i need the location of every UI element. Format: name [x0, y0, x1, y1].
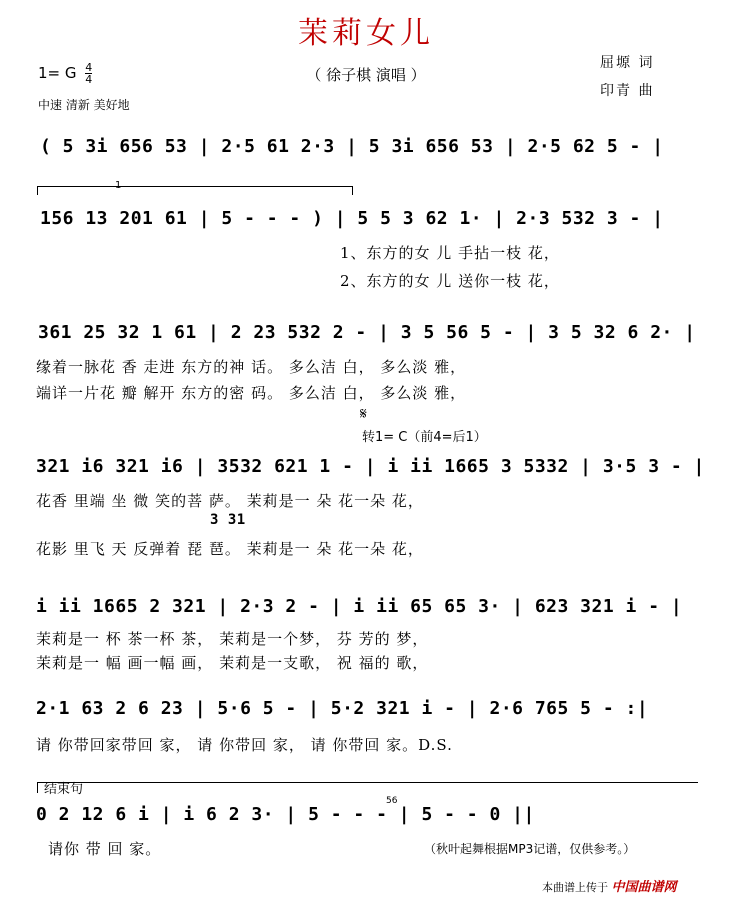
site-logo: 中国曲谱网	[611, 880, 677, 895]
alternate-notes: 3 31	[210, 512, 246, 528]
score-system-6: 2·1 63 2 6 23 | 5·6 5 - | 5·2 321 i - | 2·6 765 5 - :|	[36, 698, 649, 719]
score-system-1: ( 5 3i 656 53 | 2·5 61 2·3 | 5 3i 656 53 | 2·5 62 5 - |	[40, 136, 664, 157]
upload-text: 本曲谱上传于	[542, 881, 608, 894]
volta-number: 1	[115, 180, 122, 191]
segno-sign: 𝄋	[360, 404, 367, 423]
score-system-4: 321 i6 321 i6 | 3532 621 1 - | i ii 1665 3 5332 | 3·5 3 - |	[36, 456, 705, 477]
lyrics-line: 花香 里端 坐 微 笑的菩 萨。 茉莉是一 朵 花一朵 花，	[36, 492, 424, 510]
lyrics-line: 请你 带 回 家。	[48, 840, 162, 858]
song-title: 茉莉女儿	[298, 16, 434, 51]
composer-credit: 印青 曲	[600, 83, 655, 99]
footer-credit	[542, 876, 677, 895]
score-system-2: 156 13 201 61 | 5 - - - ) | 5 5 3 62 1· | 2·3 532 3 - |	[40, 208, 664, 229]
lyricist-credit: 屈塬 词	[600, 55, 655, 71]
lyrics-line: 2、东方的女 儿 送你一枝 花，	[340, 272, 560, 290]
score-system-5: i ii 1665 2 321 | 2·3 2 - | i ii 65 65 3· | 623 321 i - |	[36, 596, 683, 617]
lyrics-line: 茉莉是一 杯 茶一杯 茶， 茉莉是一个梦， 芬 芳的 梦，	[36, 630, 429, 648]
lyrics-line: 请 你带回家带回 家， 请 你带回 家， 请 你带回 家。D.S.	[36, 736, 453, 754]
time-signature	[85, 62, 92, 85]
tempo-marking: 中速 清新 美好地	[38, 98, 130, 112]
modulation-marking: 转1= C（前4=后1）	[362, 430, 487, 445]
singer-credit: （ 徐子棋 演唱 ）	[306, 66, 426, 84]
time-sig-top: 4	[85, 61, 93, 74]
lyrics-line: 茉莉是一 幅 画一幅 画， 茉莉是一支歌， 祝 福的 歌，	[36, 654, 429, 672]
score-system-3: 361 25 32 1 61 | 2 23 532 2 - | 3 5 56 5 - | 3 5 32 6 2· |	[38, 322, 696, 343]
lyrics-line: 端详一片花 瓣 解开 东方的密 码。 多么洁 白， 多么淡 雅，	[36, 384, 467, 402]
ending-label: 结束句	[44, 782, 84, 797]
key-signature	[38, 62, 92, 85]
key-label: 1= G	[38, 64, 77, 82]
transcription-note: （秋叶起舞根据MP3记谱，仅供参考。）	[424, 842, 636, 856]
lyrics-line: 1、东方的女 儿 手拈一枝 花，	[340, 244, 560, 262]
lyrics-line: 缘着一脉花 香 走进 东方的神 话。 多么洁 白， 多么淡 雅，	[36, 358, 467, 376]
score-system-7: 0 2 12 6 i | i 6 2 3· | 5 - - - | 5 - - 0 ||	[36, 804, 535, 825]
time-sig-bottom: 4	[85, 73, 93, 86]
lyrics-line: 花影 里飞 天 反弹着 琵 琶。 茉莉是一 朵 花一朵 花，	[36, 540, 424, 558]
grace-note: 56	[386, 796, 398, 806]
ending-bracket	[37, 782, 698, 793]
volta-bracket	[37, 186, 353, 195]
